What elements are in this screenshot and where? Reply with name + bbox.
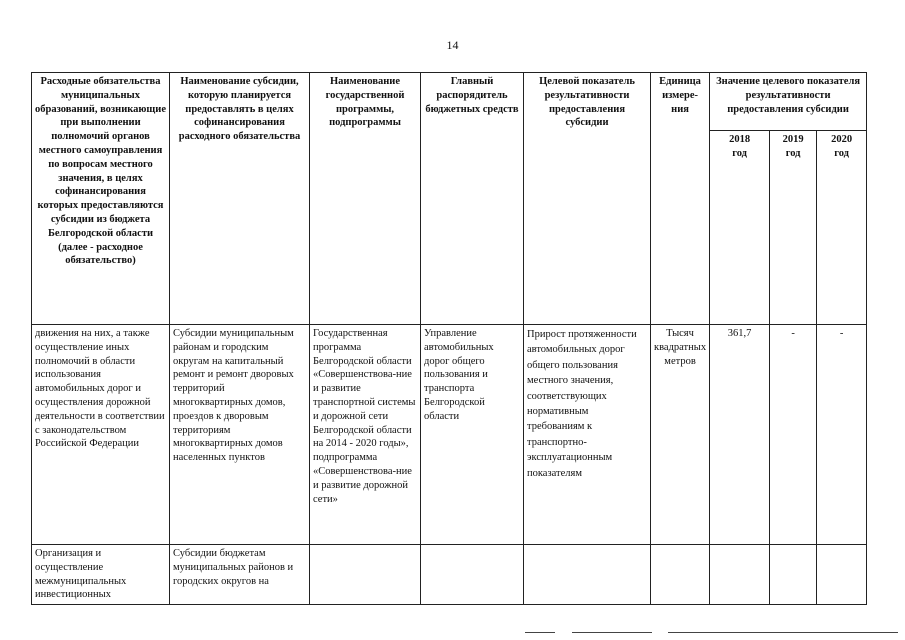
header-year-2018 — [710, 131, 770, 325]
header-subsidy: Наименование субсидии, которую планируется предоставлять в целях софинансирования расходного обязательства — [170, 73, 310, 325]
year-unit: год — [785, 147, 801, 159]
cell-subsidy: Субсидии муниципальным районам и городским округам на капитальный ремонт и ремонт дворовых территорий многоквартирных домов, проездов к дворовым территориям многоквартирных домов населенных пунктов — [170, 325, 310, 545]
year-unit: год — [834, 147, 849, 159]
subsidy-table — [31, 72, 867, 605]
cell-manager: Управление автомобильных дорог общего пользования и транспорта Белгородской области — [421, 325, 524, 545]
header-year-2019 — [770, 131, 817, 325]
year-label: 2018 — [729, 134, 751, 145]
cell-value-2019: - — [770, 325, 817, 545]
header-unit: Единица измере-ния — [651, 73, 710, 325]
scan-artifact-line — [525, 632, 555, 633]
header-program: Наименование государственной программы, подпрограммы — [310, 73, 421, 325]
page-number: 14 — [446, 38, 459, 52]
year-label: 2020 — [831, 134, 853, 145]
year-label: 2019 — [782, 134, 804, 145]
cell-indicator: Прирост протяженности автомобильных дорог общего пользования местного значения, соответствующих нормативным требованиям к транспортно-эксплуатационным показателям — [524, 325, 651, 545]
cell-manager — [421, 545, 524, 605]
cell-program: Государственная программа Белгородской области «Совершенствова-ние и развитие транспортной системы и дорожной сети Белгородской области на 2014 - 2020 годы», подпрограмма «Совершенствова-ние и развитие дорожной сети» — [310, 325, 421, 545]
year-unit: год — [732, 147, 747, 159]
scan-artifact-line — [572, 632, 652, 633]
header-row — [32, 73, 867, 131]
cell-obligation: Организация и осуществление межмуниципальных инвестиционных — [32, 545, 170, 605]
header-indicator: Целевой показатель результативности предоставления субсидии — [524, 73, 651, 325]
cell-value-2019 — [770, 545, 817, 605]
table-row — [32, 545, 867, 605]
table-row — [32, 325, 867, 545]
header-target-value: Значение целевого показателя результативности предоставления субсидии — [710, 73, 867, 131]
scan-artifact-line — [668, 632, 898, 633]
cell-value-2018 — [710, 545, 770, 605]
header-year-2020 — [817, 131, 867, 325]
cell-unit: Тысяч квадратных метров — [651, 325, 710, 545]
cell-program — [310, 545, 421, 605]
header-manager: Главный распорядитель бюджетных средств — [421, 73, 524, 325]
cell-unit — [651, 545, 710, 605]
cell-subsidy: Субсидии бюджетам муниципальных районов и городских округов на — [170, 545, 310, 605]
cell-indicator — [524, 545, 651, 605]
cell-value-2018: 361,7 — [710, 325, 770, 545]
cell-obligation: движения на них, а также осуществление иных полномочий в области использования автомобильных дорог и осуществления дорожной деятельности в соответствии с законодательством Российской Федерации — [32, 325, 170, 545]
cell-value-2020 — [817, 545, 867, 605]
cell-value-2020: - — [817, 325, 867, 545]
header-obligation: Расходные обязательства муниципальных образований, возникающие при выполнении полномочий органов местного самоуправления по вопросам местного значения, в целях софинансирования которых предоставляются субсидии из бюджета Белгородской области (далее - расходное обязательство) — [32, 73, 170, 325]
